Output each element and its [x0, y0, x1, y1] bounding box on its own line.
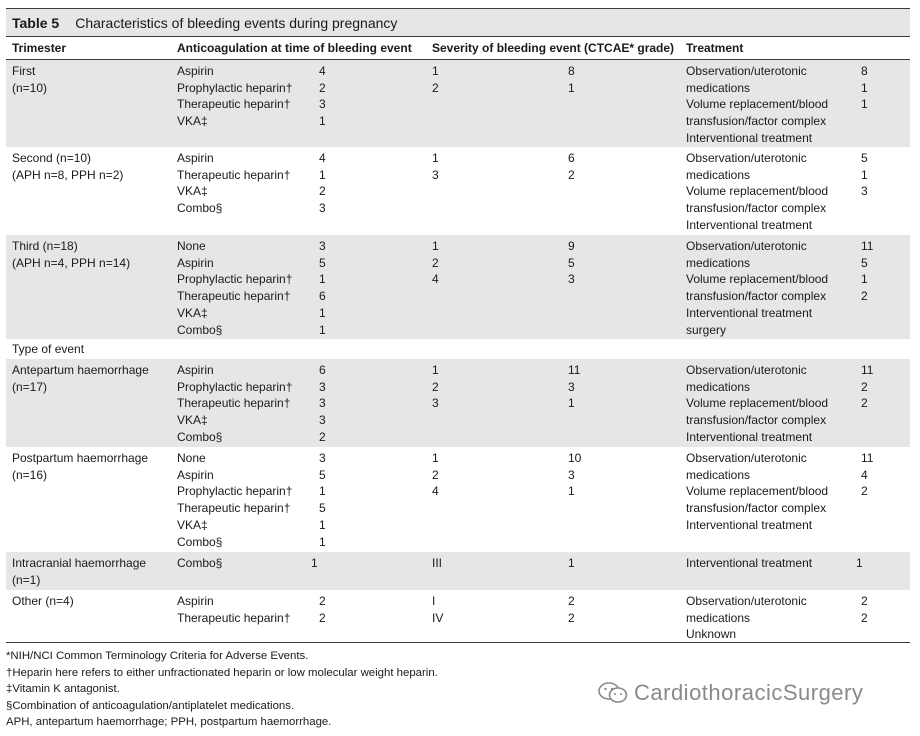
treatment-type: transfusion/factor complex: [686, 114, 827, 129]
severity-count: 3: [568, 272, 575, 287]
anticoag-count: 3: [319, 413, 326, 428]
anticoag-type: VKA‡: [177, 305, 208, 320]
treatment-count: 2: [861, 610, 868, 625]
treatment-type: medications: [686, 167, 751, 182]
row-group-label: (n=16): [12, 467, 48, 482]
severity-grade: 1: [432, 239, 439, 253]
anticoag-count: 3: [319, 201, 326, 216]
severity-grade: III: [432, 556, 443, 570]
table-number: Table 5: [12, 14, 60, 31]
table-row: [6, 359, 910, 447]
table-container: [6, 8, 910, 643]
anticoag-type: Aspirin: [177, 363, 214, 377]
anticoag-type: Therapeutic heparin†: [177, 97, 291, 112]
severity-count: 10: [568, 451, 582, 465]
severity-grade: 2: [432, 467, 439, 482]
severity-count: 2: [568, 167, 575, 182]
anticoag-count: 3: [319, 451, 326, 465]
severity-grade: 4: [432, 272, 439, 287]
treatment-count: 4: [861, 467, 868, 482]
treatment-type: medications: [686, 610, 751, 625]
treatment-type: Observation/uterotonic: [686, 151, 807, 165]
treatment-type: Interventional treatment: [686, 429, 813, 444]
anticoag-count: 4: [319, 151, 326, 165]
row-group-label: Antepartum haemorrhage: [12, 363, 149, 377]
treatment-count: 2: [861, 396, 868, 411]
treatment-type: Observation/uterotonic: [686, 594, 807, 608]
treatment-count: 5: [861, 255, 868, 270]
anticoag-count: 1: [319, 272, 326, 287]
severity-grade: I: [432, 594, 436, 608]
treatment-type: medications: [686, 379, 751, 394]
treatment-type: Observation/uterotonic: [686, 363, 807, 377]
severity-grade: 2: [432, 80, 439, 95]
table-row: [6, 447, 910, 552]
row-group-label: Third (n=18): [12, 239, 78, 253]
treatment-type: Interventional treatment: [686, 130, 813, 145]
anticoag-count: 1: [319, 484, 326, 499]
severity-grade: IV: [432, 610, 444, 625]
severity-count: 1: [568, 80, 575, 95]
treatment-type: Interventional treatment: [686, 517, 813, 532]
anticoag-type: Aspirin: [177, 255, 214, 270]
treatment-type: Volume replacement/blood: [686, 97, 829, 112]
treatment-type: Observation/uterotonic: [686, 239, 807, 253]
anticoag-count: 1: [319, 114, 326, 129]
anticoag-type: Therapeutic heparin†: [177, 610, 291, 625]
severity-count: 2: [568, 610, 575, 625]
treatment-type: Observation/uterotonic: [686, 451, 807, 465]
treatment-count: 1: [861, 272, 868, 287]
anticoag-count: 1: [311, 556, 318, 570]
severity-count: 3: [568, 467, 575, 482]
watermark: [598, 680, 863, 706]
row-group-label: (n=17): [12, 379, 48, 394]
treatment-type: transfusion/factor complex: [686, 413, 827, 428]
anticoag-type: Therapeutic heparin†: [177, 167, 291, 182]
anticoag-count: 5: [319, 501, 326, 516]
treatment-count: 5: [861, 151, 868, 165]
anticoag-count: 4: [319, 64, 326, 78]
treatment-type: transfusion/factor complex: [686, 289, 827, 304]
anticoag-count: 1: [319, 305, 326, 320]
treatment-type: medications: [686, 80, 751, 95]
row-group-label: Intracranial haemorrhage: [12, 556, 147, 570]
anticoag-type: VKA‡: [177, 184, 208, 199]
row-group-label: (APH n=4, PPH n=14): [12, 255, 131, 270]
treatment-count: 8: [861, 64, 868, 78]
treatment-type: Volume replacement/blood: [686, 396, 829, 411]
anticoag-count: 2: [319, 80, 326, 95]
severity-grade: 1: [432, 64, 439, 78]
footnote: *NIH/NCI Common Terminology Criteria for Adverse Events.: [6, 650, 309, 662]
anticoag-count: 2: [319, 594, 326, 608]
treatment-type: Interventional treatment: [686, 305, 813, 320]
anticoag-type: None: [177, 239, 206, 253]
treatment-type: transfusion/factor complex: [686, 501, 827, 516]
anticoag-count: 3: [319, 239, 326, 253]
anticoag-type: Combo§: [177, 534, 223, 549]
anticoag-type: Therapeutic heparin†: [177, 501, 291, 516]
anticoag-type: Aspirin: [177, 64, 214, 78]
treatment-count: 3: [861, 184, 868, 199]
row-group-label: Other (n=4): [12, 594, 74, 608]
treatment-count: 2: [861, 289, 868, 304]
header-severity: Severity of bleeding event (CTCAE* grade): [432, 41, 675, 55]
row-group-label: Second (n=10): [12, 151, 92, 165]
row-group-label: Postpartum haemorrhage: [12, 451, 149, 465]
anticoag-type: VKA‡: [177, 413, 208, 428]
anticoag-type: Aspirin: [177, 151, 214, 165]
treatment-count: 1: [861, 167, 868, 182]
anticoag-count: 2: [319, 610, 326, 625]
anticoag-type: Aspirin: [177, 594, 214, 608]
anticoag-type: Therapeutic heparin†: [177, 289, 291, 304]
treatment-count: 1: [861, 80, 868, 95]
treatment-count: 11: [861, 451, 874, 465]
treatment-count: 2: [861, 379, 868, 394]
wechat-icon: [598, 681, 628, 705]
row-group-label: First: [12, 64, 36, 78]
treatment-type: Observation/uterotonic: [686, 64, 807, 78]
anticoag-count: 6: [319, 289, 326, 304]
table-row: [6, 60, 910, 147]
severity-grade: 1: [432, 363, 439, 377]
anticoag-type: VKA‡: [177, 517, 208, 532]
severity-count: 11: [568, 363, 581, 377]
anticoag-type: VKA‡: [177, 114, 208, 129]
severity-count: 3: [568, 379, 575, 394]
anticoag-type: Prophylactic heparin†: [177, 379, 293, 394]
anticoag-count: 6: [319, 363, 326, 377]
row-group-label: (n=10): [12, 80, 48, 95]
anticoag-type: Combo§: [177, 201, 223, 216]
anticoag-count: 2: [319, 184, 326, 199]
type-of-event-heading: [6, 339, 910, 359]
treatment-count: 2: [861, 594, 868, 608]
anticoag-type: Therapeutic heparin†: [177, 396, 291, 411]
severity-count: 1: [568, 484, 575, 499]
anticoag-count: 5: [319, 255, 326, 270]
table-row: [6, 235, 910, 339]
treatment-count: 1: [861, 97, 868, 112]
watermark-text: CardiothoracicSurgery: [634, 680, 864, 705]
anticoag-type: Prophylactic heparin†: [177, 80, 293, 95]
treatment-type: transfusion/factor complex: [686, 201, 827, 216]
treatment-type: Volume replacement/blood: [686, 484, 829, 499]
footnote: §Combination of anticoagulation/antiplatelet medications.: [6, 699, 295, 712]
table-title: Characteristics of bleeding events during pregnancy: [75, 14, 398, 31]
severity-grade: 1: [432, 451, 439, 465]
severity-grade: 2: [432, 379, 439, 394]
treatment-type: Interventional treatment: [686, 217, 813, 232]
treatment-type: Volume replacement/blood: [686, 184, 829, 199]
treatment-count: 11: [861, 239, 874, 253]
treatment-type: surgery: [686, 322, 727, 337]
section-label: Type of event: [12, 342, 85, 356]
severity-count: 1: [568, 396, 575, 411]
severity-grade: 4: [432, 484, 439, 499]
treatment-count: 11: [861, 363, 874, 377]
row-group-label: (APH n=8, PPH n=2): [12, 167, 124, 182]
anticoag-count: 3: [319, 97, 326, 112]
anticoag-type: Aspirin: [177, 467, 214, 482]
table-title-bar: [6, 8, 910, 36]
anticoag-count: 1: [319, 322, 326, 337]
anticoag-type: Combo§: [177, 556, 223, 570]
header-trimester: Trimester: [12, 41, 67, 55]
treatment-count: 1: [856, 556, 863, 570]
anticoag-count: 2: [319, 429, 326, 444]
anticoag-count: 3: [319, 396, 326, 411]
anticoag-type: Combo§: [177, 429, 223, 444]
anticoag-type: Combo§: [177, 322, 223, 337]
severity-count: 6: [568, 151, 575, 165]
severity-grade: 3: [432, 167, 439, 182]
anticoag-count: 5: [319, 467, 326, 482]
anticoag-type: None: [177, 451, 206, 465]
severity-grade: 1: [432, 151, 439, 165]
severity-count: 9: [568, 239, 575, 253]
severity-count: 5: [568, 255, 575, 270]
table-row: [6, 552, 910, 590]
footnote: †Heparin here refers to either unfractionated heparin or low molecular weight heparin.: [6, 666, 438, 679]
anticoag-count: 1: [319, 167, 326, 182]
severity-count: 1: [568, 556, 575, 570]
treatment-type: Unknown: [686, 627, 737, 642]
table-row: [6, 590, 910, 643]
row-group-label: (n=1): [12, 572, 41, 587]
footnote: ‡Vitamin K antagonist.: [6, 683, 120, 696]
table-body: [6, 60, 910, 643]
header-anticoagulation: Anticoagulation at time of bleeding event: [177, 41, 412, 55]
treatment-type: medications: [686, 467, 751, 482]
header-treatment: Treatment: [686, 41, 744, 55]
treatment-type: Volume replacement/blood: [686, 272, 829, 287]
footnote: APH, antepartum haemorrhage; PPH, postpartum haemorrhage.: [6, 716, 332, 729]
severity-grade: 3: [432, 396, 439, 411]
anticoag-type: Prophylactic heparin†: [177, 484, 293, 499]
anticoag-type: Prophylactic heparin†: [177, 272, 293, 287]
table-row: [6, 147, 910, 235]
anticoag-count: 3: [319, 379, 326, 394]
severity-grade: 2: [432, 255, 439, 270]
anticoag-count: 1: [319, 517, 326, 532]
table-header-row: [6, 36, 910, 60]
treatment-type: Interventional treatment: [686, 556, 813, 570]
severity-count: 8: [568, 64, 575, 78]
severity-count: 2: [568, 594, 575, 608]
treatment-count: 2: [861, 484, 868, 499]
treatment-type: medications: [686, 255, 751, 270]
anticoag-count: 1: [319, 534, 326, 549]
